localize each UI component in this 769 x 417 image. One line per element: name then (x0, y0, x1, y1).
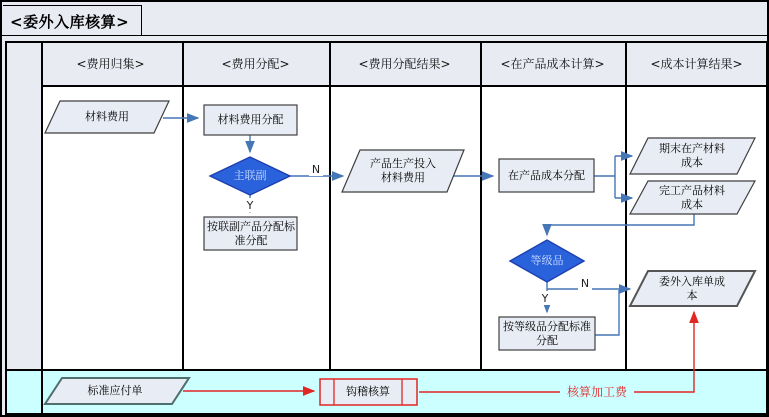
node-grade-decision-label: 等级品 (530, 254, 564, 267)
node-prod-input-label: 产品生产投入 材料费用 (370, 157, 436, 184)
node-grade-std-alloc-label: 按等级品分配标准 分配 (503, 320, 591, 347)
node-std-payable-label: 标准应付单 (87, 384, 143, 397)
node-finished-cost-label: 完工产品材料 成本 (659, 183, 725, 211)
node-material-alloc-label: 材料费用分配 (217, 113, 284, 126)
lane-header-expense-collection: <费用归集> (76, 57, 145, 71)
edge-label-no-2: N (578, 276, 592, 290)
node-reconcile-label: 钩稽核算 (346, 385, 390, 398)
lane-header-cost-result: <成本计算结果> (650, 57, 743, 71)
node-ending-wip-cost-label: 期末在产材料 成本 (659, 142, 725, 169)
page-title: <委外入库核算> (3, 5, 142, 36)
connector-gradealloc-join (595, 290, 619, 335)
node-joint-std-alloc-label: 按联副产品分配标 准分配 (207, 220, 295, 247)
node-material-expense-label: 材料费用 (85, 110, 129, 123)
fee-edge-label: 核算加工费 (560, 384, 634, 400)
node-main-joint-decision-label: 主联副 (233, 169, 267, 182)
edge-label-yes-1: Y (243, 198, 257, 212)
lane-header-allocation-result: <费用分配结果> (358, 57, 451, 71)
edge-label-no-1: N (309, 162, 323, 176)
node-wip-alloc-label: 在产品成本分配 (508, 168, 585, 182)
node-outsource-cost-label: 委外入库单成 本 (659, 274, 725, 302)
connector-finished-to-grade (547, 214, 694, 235)
edge-label-yes-2: Y (538, 291, 552, 305)
connector-wipalloc-branch (594, 156, 615, 198)
lane-header-expense-allocation: <费用分配> (221, 57, 290, 71)
lane-header-wip-cost-calc: <在产品成本计算> (500, 57, 605, 71)
